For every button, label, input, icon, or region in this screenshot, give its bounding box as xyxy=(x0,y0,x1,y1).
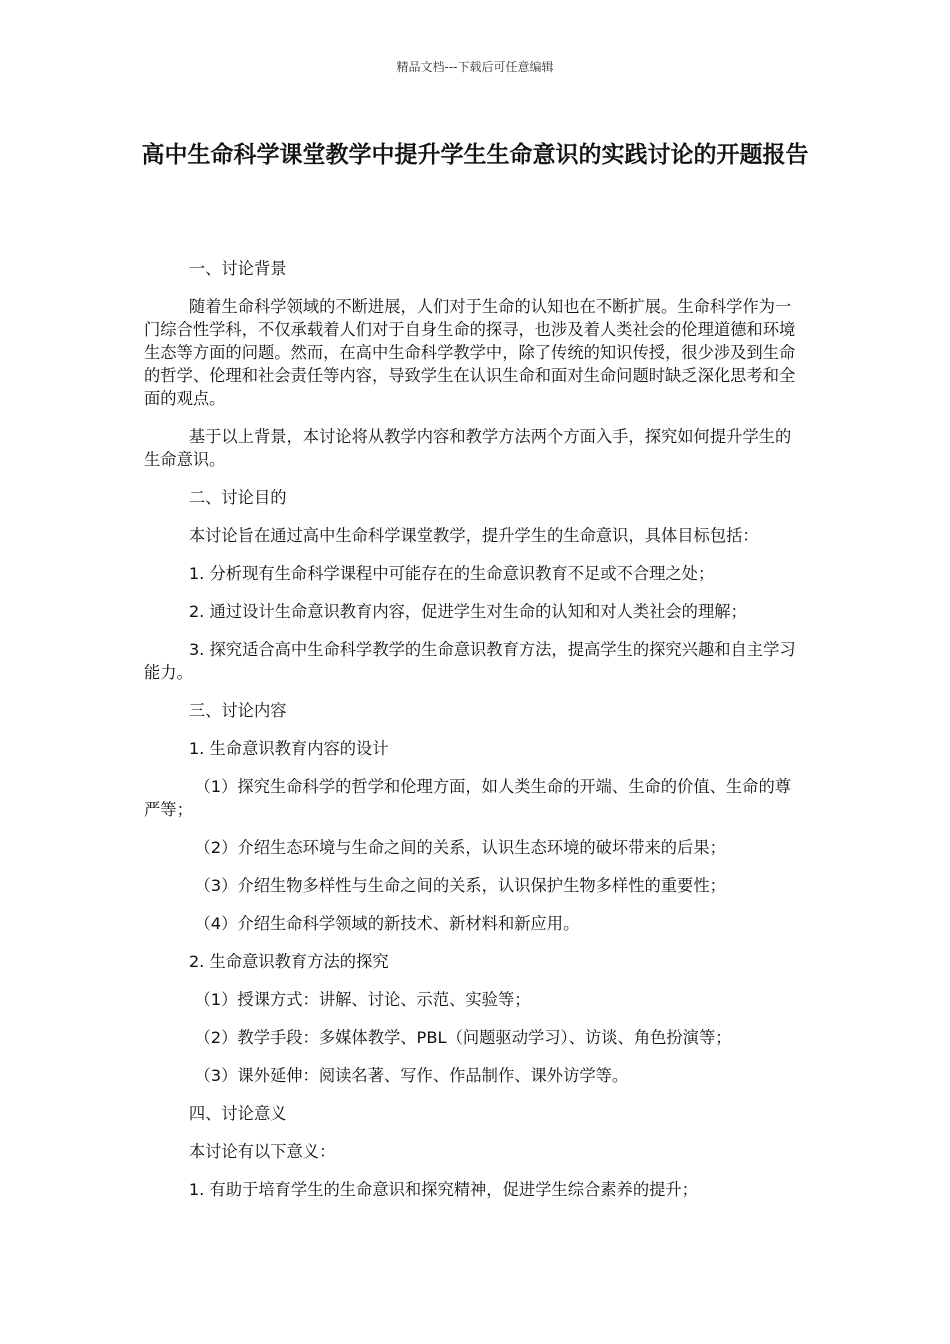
list-item-significance-1: 1. 有助于培育学生的生命意识和探究精神，促进学生综合素养的提升； xyxy=(188,1180,698,1199)
subheading-method: 2. 生命意识教育方法的探究 xyxy=(188,952,389,971)
list-item-method-2: （2）教学手段：多媒体教学、PBL（问题驱动学习）、访谈、角色扮演等； xyxy=(194,1028,732,1047)
paragraph-background-summary: 基于以上背景，本讨论将从教学内容和教学方法两个方面入手，探究如何提升学生的生命意识。 xyxy=(144,427,792,469)
list-item-design-1: （1）探究生命科学的哲学和伦理方面，如人类生命的开端、生命的价值、生命的尊严等； xyxy=(144,777,792,819)
section-heading-background: 一、讨论背景 xyxy=(188,259,287,278)
list-item-design-4: （4）介绍生命科学领域的新技术、新材料和新应用。 xyxy=(194,914,580,933)
paragraph-significance-intro: 本讨论有以下意义： xyxy=(188,1142,336,1161)
list-item-purpose-2: 2. 通过设计生命意识教育内容，促进学生对生命的认知和对人类社会的理解； xyxy=(188,602,747,621)
list-item-design-2: （2）介绍生态环境与生命之间的关系，认识生态环境的破坏带来的后果； xyxy=(194,838,726,857)
list-item-design-3: （3）介绍生物多样性与生命之间的关系，认识保护生物多样性的重要性； xyxy=(194,876,726,895)
document-body xyxy=(144,257,806,1216)
section-heading-content: 三、讨论内容 xyxy=(188,701,287,720)
section-heading-purpose: 二、讨论目的 xyxy=(188,488,287,507)
section-heading-significance: 四、讨论意义 xyxy=(188,1104,287,1123)
list-item-purpose-1: 1. 分析现有生命科学课程中可能存在的生命意识教育不足或不合理之处； xyxy=(188,564,715,583)
paragraph-purpose-intro: 本讨论旨在通过高中生命科学课堂教学，提升学生的生命意识，具体目标包括： xyxy=(188,526,759,545)
subheading-content-design: 1. 生命意识教育内容的设计 xyxy=(188,739,389,758)
page-header-note: 精品文档---下载后可任意编辑 xyxy=(396,60,554,74)
document-title: 高中生命科学课堂教学中提升学生生命意识的实践讨论的开题报告 xyxy=(141,142,809,168)
paragraph-background: 随着生命科学领域的不断进展，人们对于生命的认知也在不断扩展。生命科学作为一门综合性学科，不仅承载着人们对于自身生命的探寻，也涉及着人类社会的伦理道德和环境生态等方面的问题。然而，在高中生命科学教学中，除了传统的知识传授，很少涉及到生命的哲学、伦理和社会责任等内容，导致学生在认识生命和面对生命问题时缺乏深化思考和全面的观点。 xyxy=(144,297,796,408)
list-item-method-1: （1）授课方式：讲解、讨论、示范、实验等； xyxy=(194,990,531,1009)
list-item-purpose-3: 3. 探究适合高中生命科学教学的生命意识教育方法，提高学生的探究兴趣和自主学习能力。 xyxy=(144,640,796,682)
list-item-method-3: （3）课外延伸：阅读名著、写作、作品制作、课外访学等。 xyxy=(194,1066,629,1085)
